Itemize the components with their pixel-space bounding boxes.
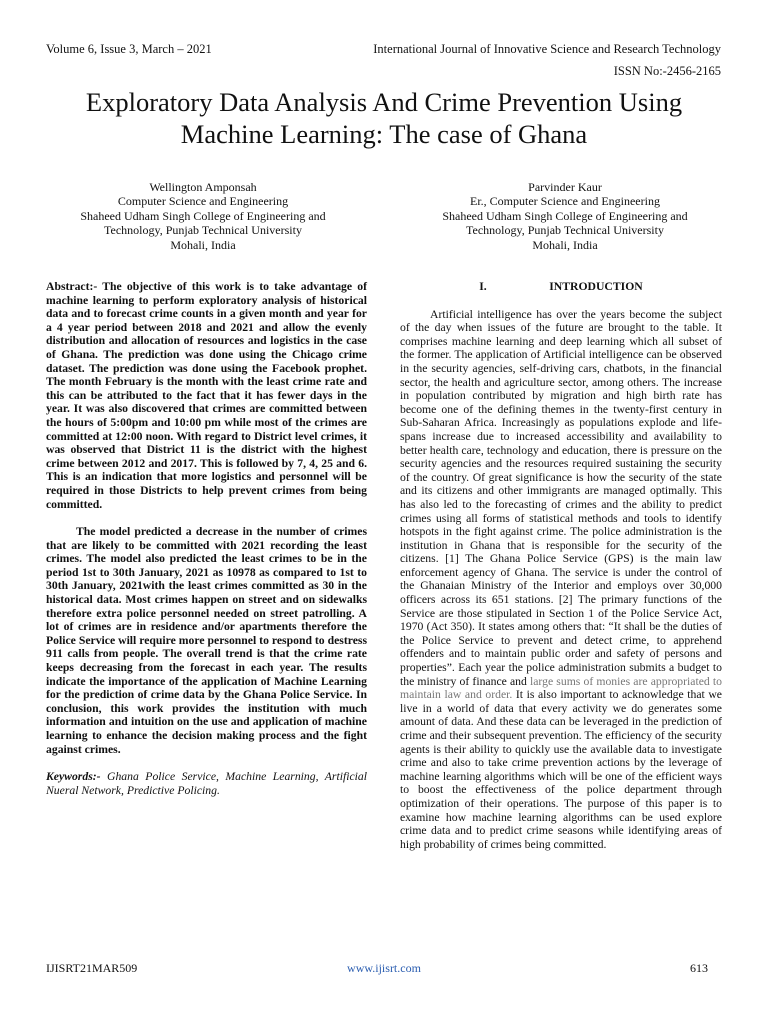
- abstract-paragraph: The model predicted a decrease in the number of crimes that are likely to be committed with 2021 recording the least crimes. The model also predicted the least crimes to be in the period 1st to 30th January, 2021 as 10978 as compared to 1st to 30th January, 2021with the least crimes committed as 30 in the historical data. Most crimes happen on street and on sidewalks therefore extra police personnel needed on street patrolling. A lot of crimes are in residence and/or apartments therefore the Police Service will require more personnel to respond to destress 911 calls from people. The overall trend is that the crime rate keeps decreasing from the forecast in each year. The results indicate the importance of the application of Machine Learning for the prediction of crime data by the Ghana Police Service. In conclusion, this work provides the institution with much information and intuition on the use and application of machine learning to enhance the decision making process and the fight against crimes.: [46, 525, 367, 756]
- paper-title: Exploratory Data Analysis And Crime Prevention Using Machine Learning: The case of Ghana: [85, 87, 683, 149]
- intro-text: It is also important to acknowledge that we live in a world of data that every activity we do generates some amount of data. And these data can be leveraged in the prediction of crime and their subsequent prevention. The efficiency of the security agents is their ability to quickly use the available data to investigate crime and also to take crime prevention actions by the leverage of machine learning algorithms which will be one of the efficient ways to boost the effectiveness of the police department through optimization of their operations. The purpose of this paper is to examine how machine learning algorithms can be used explore crime data and to predict crime seasons while identifying areas of high probability of crimes being committed.: [400, 688, 722, 851]
- author-block-1: [38, 180, 368, 252]
- page-number: 613: [690, 961, 708, 975]
- intro-text: Artificial intelligence has over the years become the subject of the day when issues of the future are brought to the table. It comprises machine learning and deep learning which all subset of the former. The application of Artificial intelligence can be observed in the security agencies, self-driving cars, chatbots, in the financial sector, the health and agriculture sector, among others. The increase in population contributed by migration and high birth rate has become one of the defining themes in the twenty-first century in Sub-Saharan Africa. Increasingly as populations explode and life-spans increase due to increased accessibility and availability to better health care, technology and education, there is pressure on the security agencies and the resources required sustaining the security of the country. Of great significance is how the security of the state and its citizens and other immigrants are managed optimally. This has also led to the forecasting of crimes and the ability to predict crimes using all forms of statistical methods and tools to identify hotspots in the fight against crime. The police administration is the institution in Ghana that is responsible for the security of the citizens. [1] The Ghana Police Service (GPS) is the main law enforcement agency of Ghana. The service is under the control of the Ghanaian Ministry of the Interior and employs over 30,000 officers across its 651 stations. [2] The primary functions of the Service are those stipulated in Section 1 of the Police Service Act, 1970 (Act 350). It states among others that: “It shall be the duties of the Police Service to prevent and detect crime, to apprehend offenders and to maintain public order and safety of persons and properties”. Each year the police administration submits a budget to the ministry of finance and: [400, 307, 722, 688]
- author-dept: Computer Science and Engineering: [117, 194, 289, 209]
- author-location: Mohali, India: [170, 237, 236, 252]
- author-inst: Technology, Punjab Technical University: [466, 223, 664, 238]
- author-name: Wellington Amponsah: [149, 180, 257, 194]
- section-number: I.: [479, 280, 487, 293]
- author-inst: Shaheed Udham Singh College of Engineering and: [442, 208, 688, 223]
- author-location: Mohali, India: [532, 237, 598, 252]
- section-title: INTRODUCTION: [549, 280, 643, 293]
- journal-name: International Journal of Innovative Science and Research Technology: [373, 42, 721, 56]
- author-block-2: [400, 180, 730, 252]
- keywords-label: Keywords:-: [46, 770, 101, 784]
- volume-info: Volume 6, Issue 3, March – 2021: [46, 42, 212, 56]
- keywords: [46, 770, 367, 797]
- abstract-paragraph: Abstract:- The objective of this work is to take advantage of machine learning to perform exploratory analysis of historical data and to forecast crime counts in a given month and year for a 4 year period between 2018 and 2021 and allow the evenly distribution and allocation of resources and logistics in the case of Ghana. The prediction was done using the Chicago crime dataset. The prediction was done using the Facebook prophet. The month February is the month with the least crime rate and this can be attributed to the fact that it has fewer days in the year. It was also discovered that crimes are committed between the hours of 5:00pm and 10:00 pm while most of the crimes are committed at 12:00 noon. With regard to District level crimes, it was observed that District 11 is the district with the highest crime between 2012 and 2017. This is followed by 7, 4, 25 and 6. This is an indication that more logistics and personnel will be required in those Districts to help prevent crimes from being committed.: [46, 280, 367, 511]
- issn: ISSN No:-2456-2165: [613, 64, 721, 78]
- paper-id: IJISRT21MAR509: [46, 961, 138, 975]
- author-name: Parvinder Kaur: [528, 180, 602, 194]
- author-inst: Shaheed Udham Singh College of Engineering and: [80, 208, 326, 223]
- author-inst: Technology, Punjab Technical University: [104, 223, 302, 238]
- intro-paragraph: [400, 308, 722, 852]
- right-column: [400, 280, 722, 851]
- journal-url[interactable]: www.ijisrt.com: [347, 961, 421, 975]
- intro-text-highlight: large sums of monies are appropriated to maintain law and order.: [400, 674, 722, 702]
- author-dept: Er., Computer Science and Engineering: [470, 194, 660, 209]
- keywords-text: Ghana Police Service, Machine Learning, Artificial Nueral Network, Predictive Policing.: [46, 770, 367, 797]
- section-heading: [400, 280, 722, 294]
- left-column: [46, 280, 367, 797]
